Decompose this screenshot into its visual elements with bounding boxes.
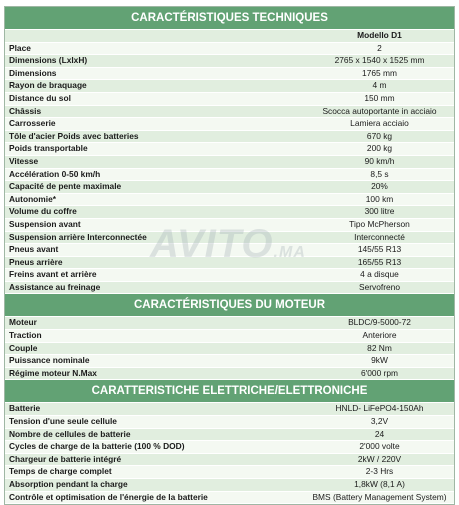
spec-value: 20% xyxy=(371,181,388,192)
spec-row xyxy=(5,93,454,106)
spec-value: 1,8kW (8,1 A) xyxy=(354,479,405,489)
spec-value: 2-3 Hrs xyxy=(365,466,394,477)
spec-value: Servofreno xyxy=(359,281,400,292)
spec-label: Chargeur de batterie intégré xyxy=(9,453,122,464)
spec-label: Pneus arrière xyxy=(9,256,63,267)
spec-label: Carrosserie xyxy=(9,118,56,129)
spec-value: 8,5 s xyxy=(370,168,389,179)
spec-label: Volume du coffre xyxy=(9,206,77,217)
spec-label: Traction xyxy=(9,330,42,341)
spec-value: Modello D1 xyxy=(357,30,402,40)
spec-label: Contrôle et optimisation de l'énergie de la batterie xyxy=(9,491,208,502)
spec-value: Anteriore xyxy=(362,330,397,341)
section-header: CARACTÉRISTIQUES DU MOTEUR xyxy=(5,294,454,317)
spec-row xyxy=(5,257,454,270)
spec-row xyxy=(5,416,454,429)
spec-value: 670 kg xyxy=(366,130,393,141)
spec-value: 100 km xyxy=(365,193,394,204)
spec-row xyxy=(5,355,454,368)
spec-row xyxy=(5,269,454,282)
spec-row xyxy=(5,330,454,343)
spec-label: Assistance au freinage xyxy=(9,281,101,292)
spec-row xyxy=(5,143,454,156)
watermark-main: AVITO xyxy=(150,222,274,266)
spec-label: Temps de charge complet xyxy=(9,466,112,477)
spec-value: HNLD- LiFePO4-150Ah xyxy=(335,403,424,414)
spec-label: Place xyxy=(9,42,31,53)
spec-value: 200 kg xyxy=(366,143,393,154)
spec-sheet xyxy=(4,6,455,505)
spec-value: 82 Nm xyxy=(367,342,392,353)
spec-row xyxy=(5,106,454,119)
spec-row xyxy=(5,169,454,182)
spec-value: Scocca autoportante in acciaio xyxy=(322,105,437,116)
spec-label: Moteur xyxy=(9,317,37,328)
spec-label: Couple xyxy=(9,342,38,353)
spec-value: 4 m xyxy=(372,80,387,91)
spec-row xyxy=(5,479,454,492)
spec-label: Poids transportable xyxy=(9,143,88,154)
spec-row xyxy=(5,181,454,194)
spec-row xyxy=(5,403,454,416)
spec-value: Tipo McPherson xyxy=(349,218,410,229)
spec-label: Capacité de pente maximale xyxy=(9,181,122,192)
spec-value: 145/55 R13 xyxy=(357,244,402,255)
spec-row xyxy=(5,131,454,144)
spec-value: 2 xyxy=(377,42,382,53)
spec-row xyxy=(5,441,454,454)
spec-row xyxy=(5,80,454,93)
spec-value: 150 mm xyxy=(364,92,395,103)
spec-label: Tension d'une seule cellule xyxy=(9,416,117,427)
spec-label: Suspension arrière Interconnectée xyxy=(9,231,147,242)
spec-value: 165/55 R13 xyxy=(357,256,402,267)
spec-label xyxy=(5,30,305,42)
spec-row xyxy=(5,55,454,68)
spec-value: 4 a disque xyxy=(360,269,399,280)
spec-label: Absorption pendant la charge xyxy=(9,479,128,489)
spec-value: 3,2V xyxy=(370,416,389,427)
spec-value: Lamiera acciaio xyxy=(350,118,409,129)
spec-label: Freins avant et arrière xyxy=(9,269,97,280)
spec-row xyxy=(5,244,454,257)
spec-label: Nombre de cellules de batterie xyxy=(9,428,131,439)
spec-label: Accélération 0-50 km/h xyxy=(9,168,101,179)
spec-value: BMS (Battery Management System) xyxy=(312,491,447,502)
spec-label: Châssis xyxy=(9,105,42,116)
spec-row xyxy=(5,343,454,356)
spec-value: 300 litre xyxy=(364,206,395,217)
spec-value: 1765 mm xyxy=(362,67,397,78)
spec-row xyxy=(5,156,454,169)
spec-value: 90 km/h xyxy=(364,155,395,166)
spec-row xyxy=(5,219,454,232)
spec-value: 9kW xyxy=(371,355,388,366)
spec-label: Suspension avant xyxy=(9,218,81,229)
spec-row xyxy=(5,492,454,505)
section-header: CARACTÉRISTIQUES TECHNIQUES xyxy=(5,7,454,30)
spec-row xyxy=(5,232,454,245)
spec-row xyxy=(5,68,454,81)
spec-row xyxy=(5,43,454,56)
spec-label: Rayon de braquage xyxy=(9,80,87,91)
spec-value: 6'000 rpm xyxy=(361,367,398,378)
spec-row xyxy=(5,317,454,330)
spec-label: Tôle d'acier Poids avec batteries xyxy=(9,130,139,141)
spec-label: Régime moteur N.Max xyxy=(9,367,97,378)
spec-row xyxy=(5,454,454,467)
spec-value: 24 xyxy=(374,428,385,439)
spec-value: 2765 x 1540 x 1525 mm xyxy=(334,55,425,66)
spec-label: Distance du sol xyxy=(9,92,71,103)
spec-label: Cycles de charge de la batterie (100 % DOD) xyxy=(9,441,185,452)
spec-value: 2kW / 220V xyxy=(357,453,402,464)
spec-label: Dimensions xyxy=(9,67,57,78)
spec-row xyxy=(5,206,454,219)
spec-row xyxy=(5,368,454,381)
section-header: CARATTERISTICHE ELETTRICHE/ELETTRONICHE xyxy=(5,380,454,403)
spec-value: BLDC/9-5000-72 xyxy=(348,317,411,328)
spec-row xyxy=(5,194,454,207)
spec-value: 2'000 volte xyxy=(359,441,400,452)
spec-label: Vitesse xyxy=(9,155,39,166)
spec-label: Puissance nominale xyxy=(9,355,90,366)
spec-row xyxy=(5,429,454,442)
spec-row xyxy=(5,30,454,43)
spec-row xyxy=(5,282,454,295)
spec-row xyxy=(5,118,454,131)
spec-label: Dimensions (LxlxH) xyxy=(9,55,88,66)
spec-label: Autonomie* xyxy=(9,193,56,204)
spec-row xyxy=(5,466,454,479)
spec-label: Pneus avant xyxy=(9,244,59,255)
spec-value: Interconnecté xyxy=(354,231,405,242)
watermark-suffix: .MA xyxy=(273,244,306,261)
spec-label: Batterie xyxy=(9,403,41,414)
